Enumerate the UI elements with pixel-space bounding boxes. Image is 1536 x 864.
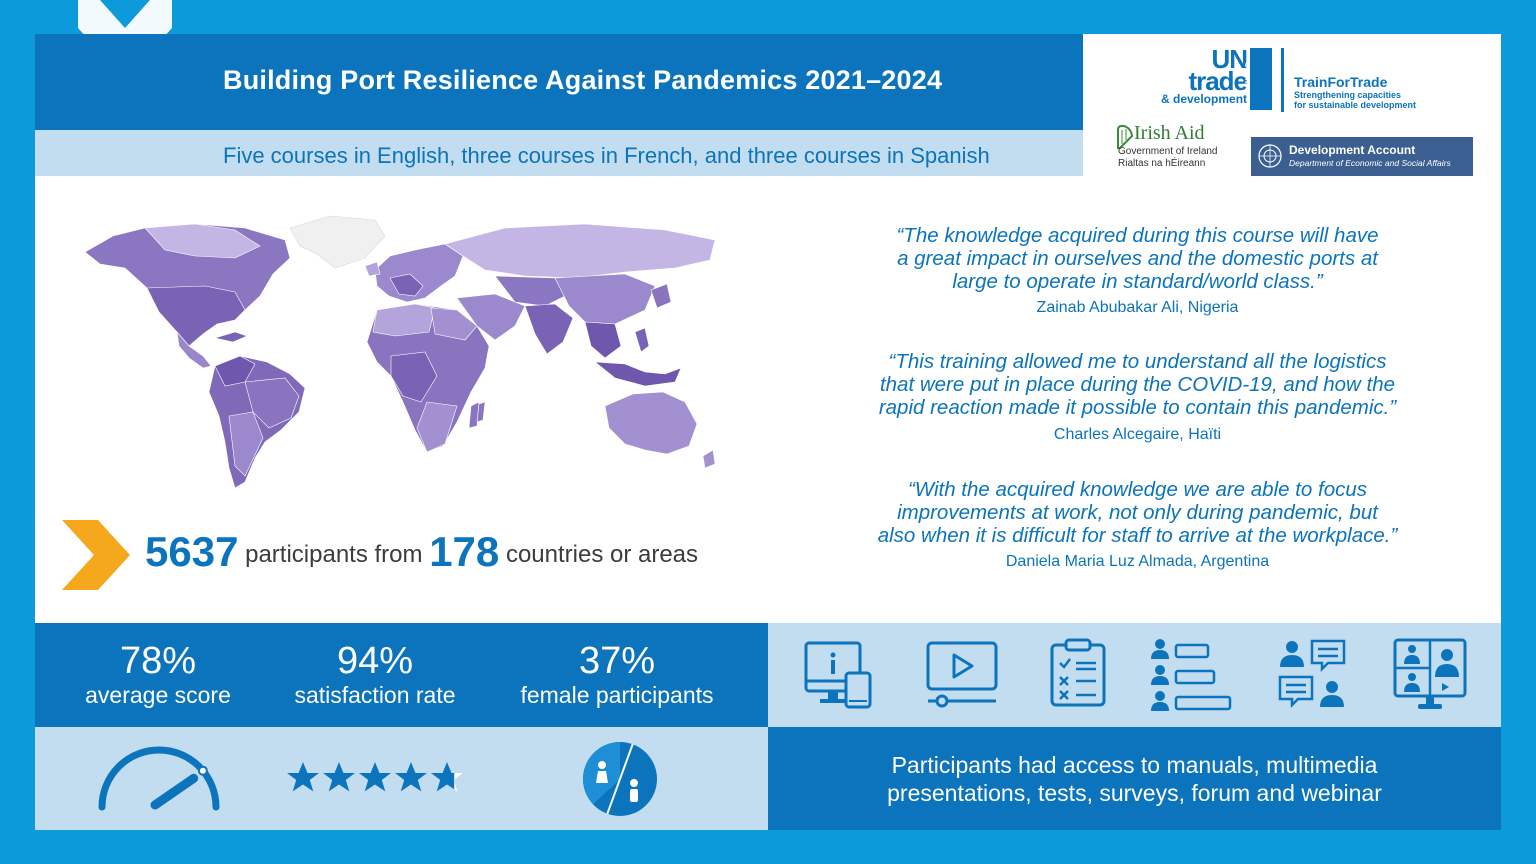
arrow-right-icon [62,520,130,590]
quote-2 [810,350,1465,419]
participants-summary [145,528,698,576]
quote-1-line: a great impact in ourselves and the domestic ports at [897,247,1378,270]
satisfaction-stat [255,641,495,709]
countries-label: countries or areas [505,541,699,568]
average-score-value: 78% [119,640,197,682]
page-title: Building Port Resilience Against Pandemics 2021–2024 [223,65,943,95]
countries-count: 178 [429,528,500,575]
unctad-development-text: & development [1161,92,1248,106]
quote-2-line: that were put in place during the COVID-19, and how the [879,373,1396,396]
title-bar [35,34,1083,130]
unctad-trade-text: trade [1188,66,1248,96]
video-player-icon [924,639,1000,711]
irish-aid-gov-text: Government of Ireland [1118,146,1218,157]
average-score-label: average score [85,682,231,708]
participants-label: participants from [245,541,423,568]
percentages-bar [35,623,768,727]
female-value: 37% [578,640,656,682]
quote-3-line: also when it is difficult for staff to arrive at the workplace.” [877,524,1398,547]
quote-3-line: improvements at work, not only during pandemic, but [897,501,1378,524]
main-panel [35,176,1501,623]
quote-3 [810,478,1465,547]
quote-1 [810,224,1465,293]
trainfortrade-tag1: Strengthening capacities [1294,90,1402,100]
access-description [768,751,1501,807]
page-subtitle: Five courses in English, three courses in French, and three courses in Spanish [223,143,990,168]
unctad-vertical-text: UNCTAD [1245,62,1252,88]
development-account-logo [1251,137,1473,176]
quote-1-author: Zainab Abubakar Ali, Nigeria [1036,299,1239,316]
rating-stars [285,760,475,800]
unctad-logo [1161,44,1281,114]
quote-3-line: “With the acquired knowledge we are able to focus [907,478,1368,501]
world-map [85,206,725,496]
resources-icons-bar [768,623,1501,727]
trainfortrade-text: TrainForTrade [1294,74,1388,90]
trainfortrade-tag2: for sustainable development [1294,100,1417,110]
forum-icon [1276,637,1348,711]
quote-2-line: rapid reaction made it possible to contain this pandemic.” [878,396,1397,419]
logo-divider [1281,48,1284,112]
trainfortrade-logo [1294,74,1416,110]
unctad-un-text: UN [1211,44,1248,74]
access-line-2: presentations, tests, surveys, forum and webinar [887,780,1382,806]
quote-2-author: Charles Alcegaire, Haïti [1053,426,1222,443]
logo-panel [1083,34,1501,176]
male-person-icon [630,779,638,802]
quote-3-author: Daniela Maria Luz Almada, Argentina [1005,553,1270,570]
development-account-sub-text: Department of Economic and Social Affairs [1289,158,1451,168]
development-account-text: Development Account [1289,143,1416,157]
un-emblem-icon [1257,143,1283,169]
quote-2-line: “This training allowed me to understand all the logistics [888,350,1387,373]
access-panel [768,727,1501,830]
average-score-stat [38,641,278,709]
satisfaction-value: 94% [336,640,414,682]
subtitle-bar [35,130,1083,176]
webinar-icon [1392,637,1468,713]
participants-count: 5637 [145,528,239,575]
irish-aid-gov-ga-text: Rialtas na hÉireann [1118,158,1206,169]
checklist-icon [1048,637,1108,709]
quote-1-line: “The knowledge acquired during this course will have [896,224,1379,247]
gauge-icon [94,743,224,813]
quote-1-line: large to operate in standard/world class.” [952,270,1323,293]
computer-info-icon [802,639,874,711]
access-line-1: Participants had access to manuals, multimedia [891,752,1378,778]
participant-list-icon [1148,637,1234,713]
female-stat [497,641,737,709]
indicators-bar [35,727,768,830]
satisfaction-label: satisfaction rate [294,682,456,708]
irish-aid-text: Irish Aid [1134,122,1205,144]
female-label: female participants [520,682,714,708]
gender-pie-icon [580,739,660,819]
